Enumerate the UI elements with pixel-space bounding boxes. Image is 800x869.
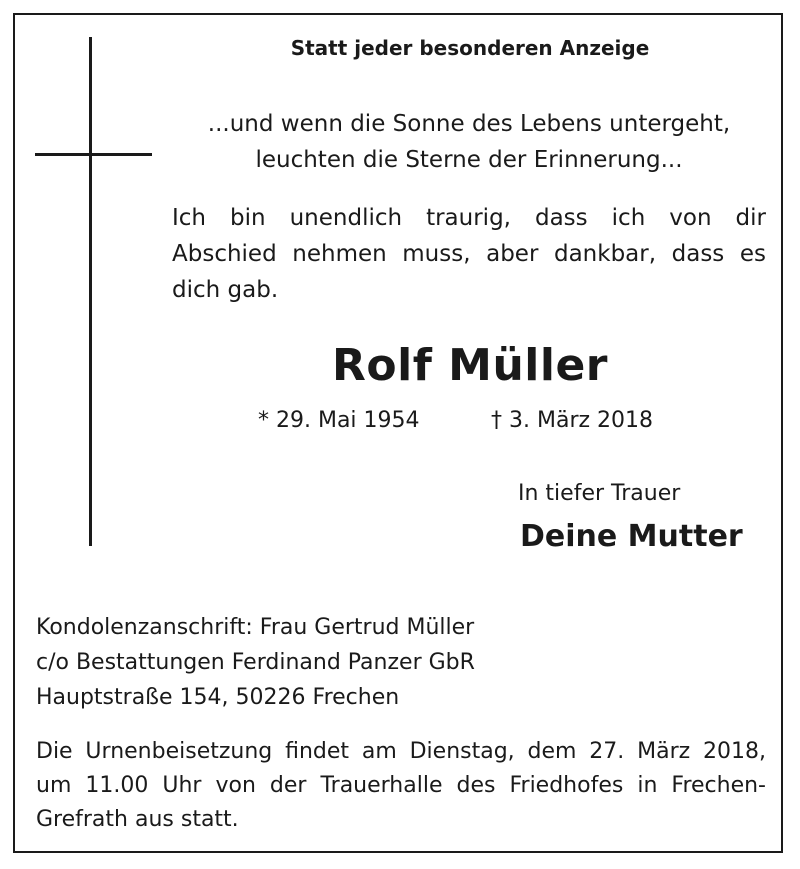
intro-text	[172, 200, 766, 308]
cross-icon-horizontal-beam	[35, 153, 152, 156]
intro-line: Abschied nehmen muss, aber dankbar, dass es	[172, 241, 766, 267]
deceased-name: Rolf Müller	[332, 340, 608, 391]
poem-line: ...und wenn die Sonne des Lebens untergeht,	[207, 111, 731, 137]
death-date: † 3. März 2018	[491, 408, 654, 433]
notice-heading: Statt jeder besonderen Anzeige	[290, 36, 650, 60]
address-line: Hauptstraße 154, 50226 Frechen	[36, 685, 400, 710]
poem-quote	[170, 106, 768, 178]
intro-line: Ich bin unendlich traurig, dass ich von dir	[172, 205, 766, 231]
signature: Deine Mutter	[520, 519, 743, 554]
address-line: c/o Bestattungen Ferdinand Panzer GbR	[36, 650, 475, 675]
address-line: Kondolenzanschrift: Frau Gertrud Müller	[36, 615, 475, 640]
condolence-address	[36, 610, 475, 715]
funeral-info	[36, 735, 766, 837]
funeral-line: Grefrath aus statt.	[36, 807, 239, 832]
poem-line: leuchten die Sterne der Erinnerung...	[255, 147, 683, 173]
birth-date: * 29. Mai 1954	[258, 408, 420, 433]
mourning-phrase: In tiefer Trauer	[518, 481, 681, 506]
funeral-line: Die Urnenbeisetzung findet am Dienstag, dem 27. März 2018,	[36, 739, 766, 764]
cross-icon-vertical-beam	[89, 37, 92, 546]
intro-line: dich gab.	[172, 277, 279, 303]
funeral-line: um 11.00 Uhr von der Trauerhalle des Friedhofes in Frechen-	[36, 773, 766, 798]
